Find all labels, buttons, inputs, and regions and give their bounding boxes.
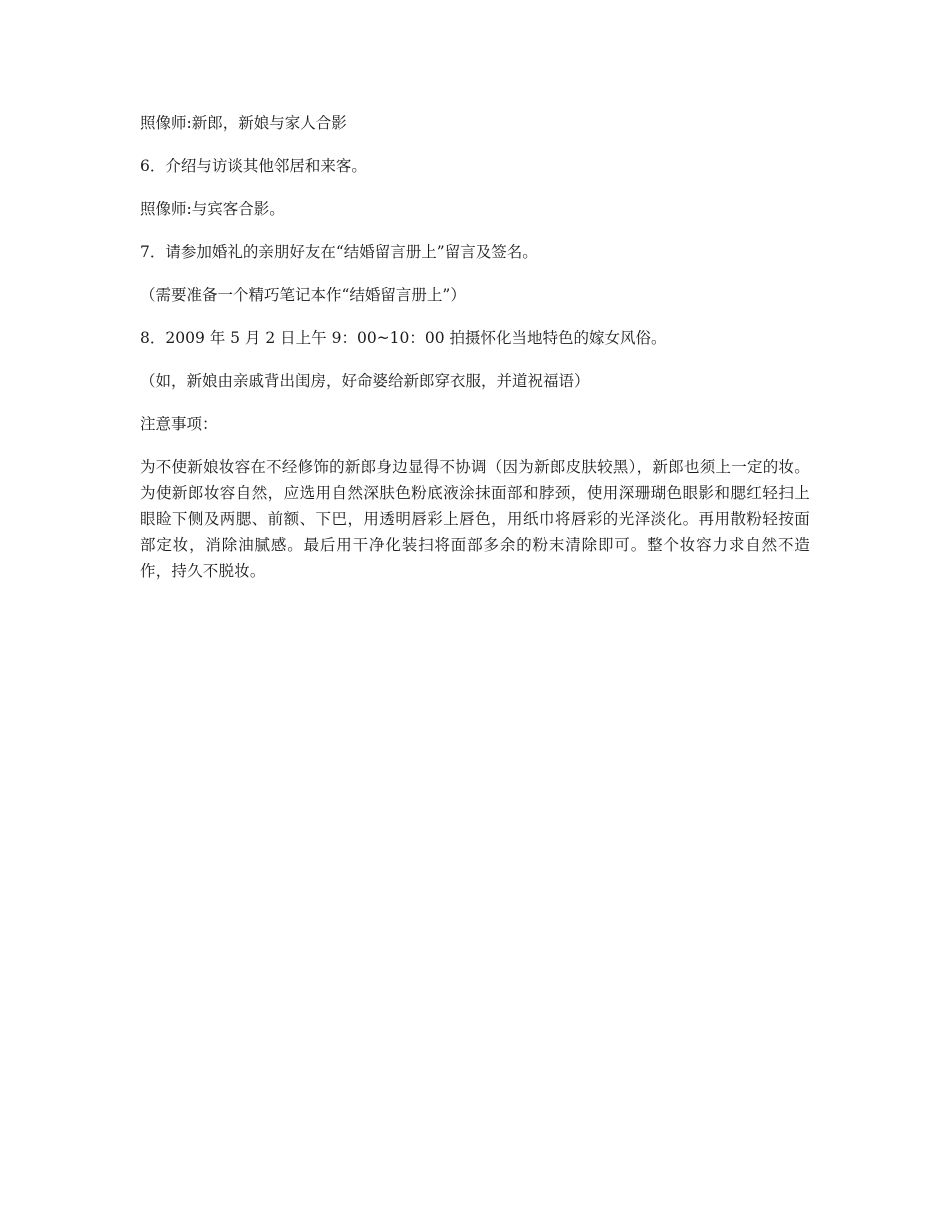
photographer-family-line: 照像师:新郎，新娘与家人合影 bbox=[140, 114, 347, 132]
makeup-notes-paragraph: 为不使新娘妆容在不经修饰的新郎身边显得不协调（因为新郎皮肤较黑），新郎也须上一定的妆。为使新郎妆容自然，应选用自然深肤色粉底液涂抹面部和脖颈，使用深珊瑚色眼影和腮红轻扫上眼睑下侧及两腮、前额、下巴，用透明唇彩上唇色，用纸巾将唇彩的光泽淡化。再用散粉轻按面部定妆，消除油腻感。最后用干净化装扫将面部多余的粉末清除即可。整个妆容力求自然不造作，持久不脱妆。 bbox=[140, 458, 810, 580]
custom-example-line: （如，新娘由亲戚背出闺房，好命婆给新郎穿衣服，并道祝福语） bbox=[140, 372, 590, 390]
item-6-line: 6．介绍与访谈其他邻居和来客。 bbox=[140, 157, 367, 175]
item-8-line: 8．2009 年 5 月 2 日上午 9：00~10：00 拍摄怀化当地特色的嫁女风俗。 bbox=[140, 329, 667, 347]
photographer-guests-line: 照像师:与宾客合影。 bbox=[140, 200, 285, 218]
guestbook-note-line: （需要准备一个精巧笔记本作“结婚留言册上”） bbox=[140, 286, 466, 304]
item-7-line: 7．请参加婚礼的亲朋好友在“结婚留言册上”留言及签名。 bbox=[140, 243, 538, 261]
notes-heading: 注意事项： bbox=[140, 415, 218, 433]
document-page bbox=[140, 110, 810, 584]
